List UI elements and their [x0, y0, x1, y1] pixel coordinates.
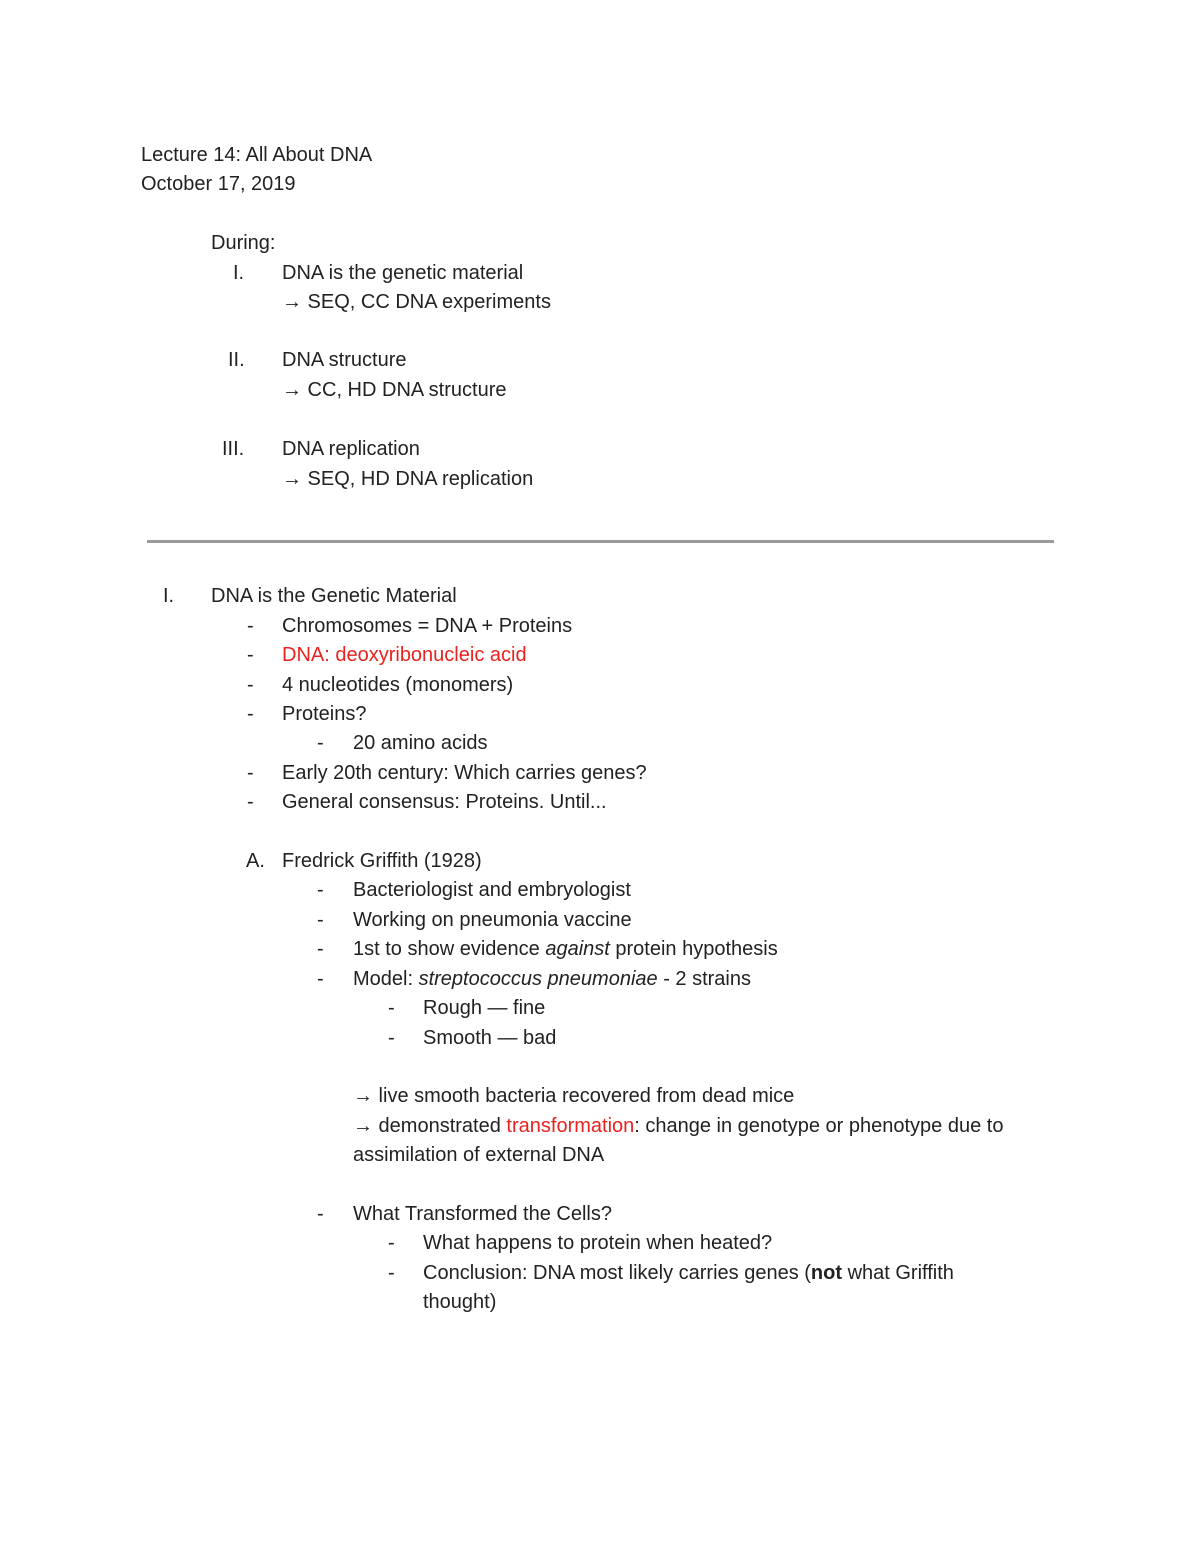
bullet-text-highlight: DNA: deoxyribonucleic acid	[282, 644, 527, 666]
arrow-note	[353, 1114, 1003, 1138]
subsection-letter: A.	[246, 850, 265, 872]
bullet-text: Working on pneumonia vaccine	[353, 909, 632, 931]
outline-item-sub: → SEQ, CC DNA experiments	[282, 291, 551, 313]
bold-text: not	[810, 1262, 843, 1284]
bullet-text	[353, 967, 751, 991]
arrow-note: → live smooth bacteria recovered from dead mice	[353, 1085, 795, 1107]
bullet-dash: -	[317, 909, 324, 931]
bullet-text: What happens to protein when heated?	[423, 1232, 773, 1254]
bullet-text: Bacteriologist and embryologist	[353, 879, 631, 901]
text-run: : change in genotype or phenotype due to	[634, 1115, 1004, 1137]
bullet-text: Smooth — bad	[423, 1027, 557, 1049]
bullet-text	[353, 937, 778, 961]
outline-item-label: DNA is the genetic material	[282, 262, 524, 284]
outline-numeral: I.	[233, 262, 245, 284]
text-run: Conclusion: DNA most likely carries genes (	[423, 1262, 811, 1284]
bullet-text: What Transformed the Cells?	[353, 1203, 612, 1225]
arrow-note-continuation: assimilation of external DNA	[353, 1144, 605, 1166]
bullet-text: Chromosomes = DNA + Proteins	[282, 615, 573, 637]
bullet-dash: -	[247, 703, 254, 725]
term-highlight: transformation	[506, 1115, 635, 1137]
bullet-dash: -	[317, 968, 324, 990]
section-numeral: I.	[163, 585, 175, 607]
bullet-dash: -	[388, 1262, 395, 1284]
bullet-text: Rough — fine	[423, 997, 546, 1019]
outline-numeral: II.	[228, 349, 245, 371]
bullet-dash: -	[317, 732, 324, 754]
text-run: - 2 strains	[657, 968, 751, 990]
text-run: protein hypothesis	[609, 938, 778, 960]
bullet-dash: -	[247, 791, 254, 813]
bullet-text: Early 20th century: Which carries genes?	[282, 762, 647, 784]
bullet-dash: -	[247, 615, 254, 637]
bullet-dash: -	[247, 644, 254, 666]
bullet-dash: -	[317, 938, 324, 960]
outline-item-sub: → CC, HD DNA structure	[282, 379, 507, 401]
text-run: → demonstrated	[353, 1115, 507, 1137]
lecture-date: October 17, 2019	[141, 173, 296, 195]
bullet-text: Proteins?	[282, 703, 367, 725]
subsection-title: Fredrick Griffith (1928)	[282, 850, 482, 872]
bullet-text: 20 amino acids	[353, 732, 488, 754]
section-title: DNA is the Genetic Material	[211, 585, 457, 607]
bullet-text	[423, 1261, 954, 1285]
page-title: Lecture 14: All About DNA	[141, 144, 373, 166]
bullet-dash: -	[317, 1203, 324, 1225]
bullet-text-continuation: thought)	[423, 1291, 497, 1313]
bullet-text: General consensus: Proteins. Until...	[282, 791, 607, 813]
outline-item-label: DNA structure	[282, 349, 407, 371]
outline-item-sub: → SEQ, HD DNA replication	[282, 468, 534, 490]
italic-text: streptococcus pneumoniae	[418, 968, 658, 990]
text-run: Model:	[353, 968, 419, 990]
text-run: 1st to show evidence	[353, 938, 546, 960]
bullet-dash: -	[247, 674, 254, 696]
outline-numeral: III.	[222, 438, 245, 460]
outline-heading: During:	[211, 232, 276, 254]
bullet-dash: -	[388, 1027, 395, 1049]
bullet-dash: -	[247, 762, 254, 784]
bullet-dash: -	[388, 1232, 395, 1254]
bullet-dash: -	[317, 879, 324, 901]
bullet-dash: -	[388, 997, 395, 1019]
horizontal-divider	[147, 540, 1054, 543]
bullet-text: 4 nucleotides (monomers)	[282, 674, 514, 696]
italic-text: against	[545, 938, 610, 960]
text-run: what Griffith	[842, 1262, 954, 1284]
outline-item-label: DNA replication	[282, 438, 420, 460]
